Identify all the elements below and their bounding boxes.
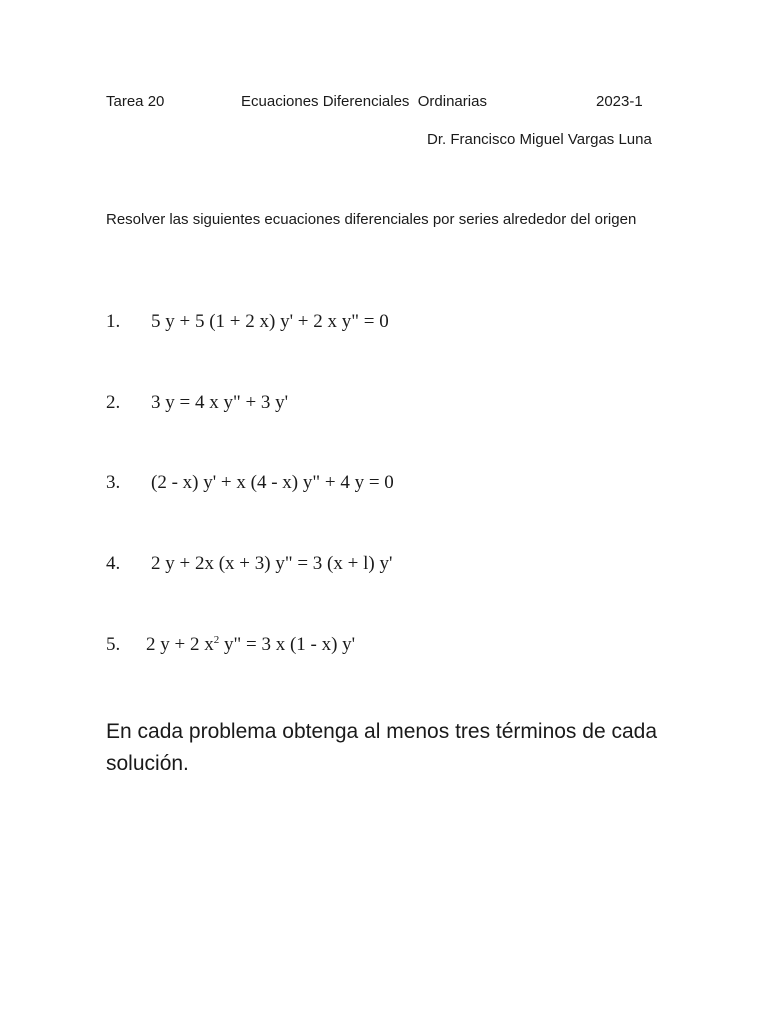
problem-item-5 — [106, 634, 355, 656]
document-header — [0, 93, 768, 115]
problem-item-1 — [106, 311, 389, 333]
instructions-text: Resolver las siguientes ecuaciones diferenciales por series alrededor del origen — [106, 211, 637, 228]
problem-number: 3. — [106, 472, 121, 493]
assignment-label: Tarea 20 — [106, 93, 165, 110]
semester-label: 2023-1 — [596, 93, 643, 110]
course-title: Ecuaciones Diferenciales Ordinarias — [241, 93, 487, 110]
equation-part: 2 y + 2 x — [146, 634, 214, 655]
closing-note: En cada problema obtenga al menos tres términos de cada solución. — [106, 720, 657, 775]
professor-name: Dr. Francisco Miguel Vargas Luna — [427, 131, 652, 148]
problem-number: 4. — [106, 553, 121, 574]
problem-number: 2. — [106, 392, 121, 413]
problem-equation: 3 y = 4 x y" + 3 y' — [151, 392, 289, 413]
problem-item-3 — [106, 472, 394, 494]
problem-equation: 2 y + 2x (x + 3) y" = 3 (x + l) y' — [151, 553, 393, 574]
problem-item-4 — [106, 553, 392, 575]
problem-number: 1. — [106, 311, 121, 332]
problem-equation: 5 y + 5 (1 + 2 x) y' + 2 x y" = 0 — [151, 311, 389, 332]
equation-exponent: 2 — [213, 634, 220, 646]
problem-equation: (2 - x) y' + x (4 - x) y" + 4 y = 0 — [151, 472, 394, 493]
problem-item-2 — [106, 392, 288, 414]
equation-part: y" = 3 x (1 - x) y' — [219, 634, 356, 655]
problem-number: 5. — [106, 634, 121, 655]
problem-equation — [146, 634, 355, 655]
